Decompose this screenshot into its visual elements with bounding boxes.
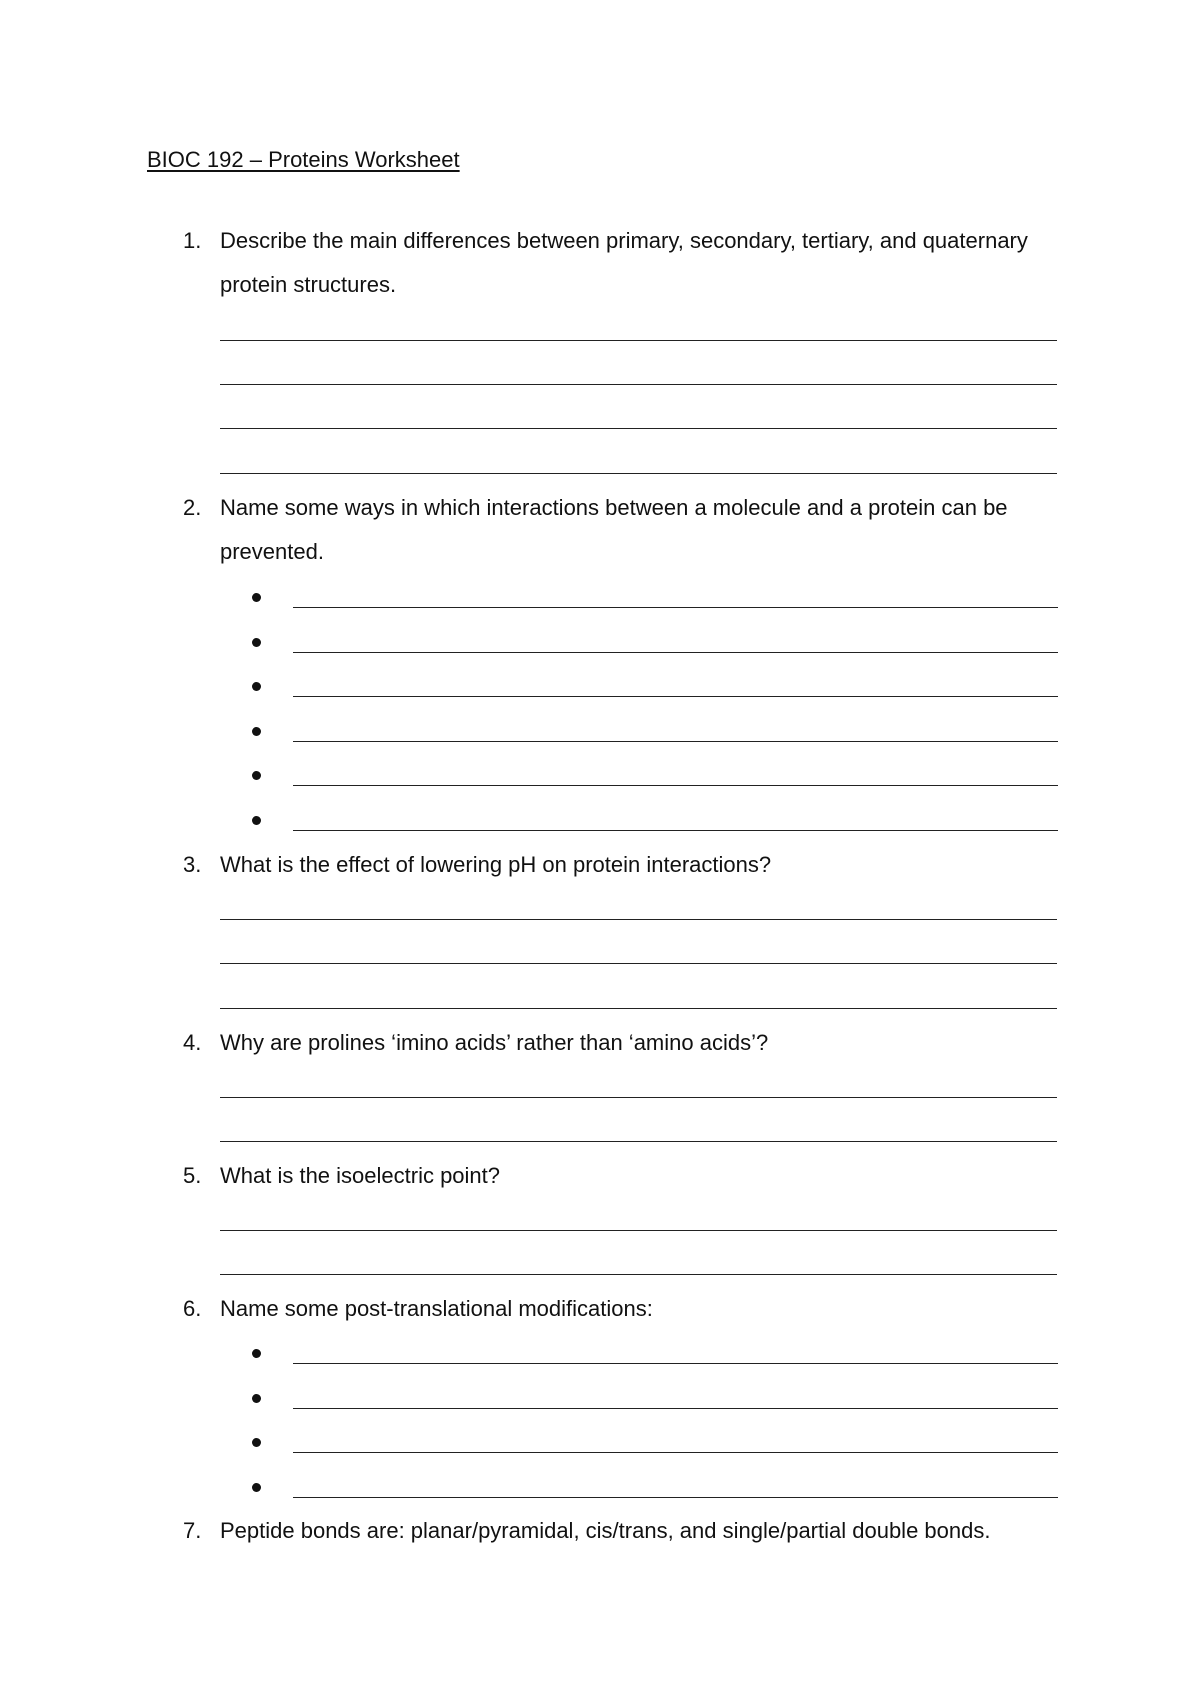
question-1-answer-line[interactable]	[220, 473, 1057, 474]
question-2-bullet-item	[252, 583, 1058, 609]
question-3-answer-line[interactable]	[220, 919, 1057, 920]
question-6-bullet-item	[252, 1339, 1058, 1365]
question-4-answer-line[interactable]	[220, 1141, 1057, 1142]
question-2-answer-line[interactable]	[293, 652, 1058, 653]
question-6-answer-line[interactable]	[293, 1408, 1058, 1409]
bullet-icon	[252, 816, 261, 825]
question-2-answer-line[interactable]	[293, 785, 1058, 786]
question-2-bullet-item	[252, 628, 1058, 654]
question-5-text: What is the isoelectric point?	[220, 1163, 501, 1188]
question-5-answer-line[interactable]	[220, 1230, 1057, 1231]
question-2-bullet-item	[252, 717, 1058, 743]
question-2-bullet-item	[252, 761, 1058, 787]
question-1-answer-line[interactable]	[220, 340, 1057, 341]
question-2-answer-line[interactable]	[293, 696, 1058, 697]
question-6-answer-line[interactable]	[293, 1497, 1058, 1498]
question-3-answer-line[interactable]	[220, 1008, 1057, 1009]
question-2-answer-line[interactable]	[293, 741, 1058, 742]
question-1-answer-line[interactable]	[220, 428, 1057, 429]
question-6-text: Name some post-translational modifications:	[220, 1296, 653, 1321]
question-3-number: 3.	[183, 852, 202, 877]
bullet-icon	[252, 1349, 261, 1358]
question-2-answer-line[interactable]	[293, 607, 1058, 608]
question-4-number: 4.	[183, 1030, 202, 1055]
question-2-bullet-item	[252, 806, 1058, 832]
question-4-text: Why are prolines ‘imino acids’ rather than ‘amino acids’?	[220, 1030, 769, 1055]
bullet-icon	[252, 1438, 261, 1447]
worksheet-title: BIOC 192 – Proteins Worksheet	[147, 147, 460, 172]
question-1-number: 1.	[183, 228, 202, 253]
question-5-number: 5.	[183, 1163, 202, 1188]
question-1-text: Describe the main differences between primary, secondary, tertiary, and quaternary protein structures.	[220, 228, 1028, 297]
question-6-bullet-item	[252, 1384, 1058, 1410]
bullet-icon	[252, 682, 261, 691]
question-7-number: 7.	[183, 1518, 202, 1543]
question-3-text: What is the effect of lowering pH on protein interactions?	[220, 852, 772, 877]
question-4-answer-line[interactable]	[220, 1097, 1057, 1098]
bullet-icon	[252, 771, 261, 780]
bullet-icon	[252, 1483, 261, 1492]
question-2-bullet-item	[252, 672, 1058, 698]
question-3-answer-line[interactable]	[220, 963, 1057, 964]
question-6-bullet-item	[252, 1428, 1058, 1454]
question-6-answer-line[interactable]	[293, 1363, 1058, 1364]
question-2-number: 2.	[183, 495, 202, 520]
bullet-icon	[252, 638, 261, 647]
bullet-icon	[252, 593, 261, 602]
question-7-text: Peptide bonds are: planar/pyramidal, cis/trans, and single/partial double bonds.	[220, 1518, 991, 1543]
question-6-answer-line[interactable]	[293, 1452, 1058, 1453]
question-6-number: 6.	[183, 1296, 202, 1321]
question-5-answer-line[interactable]	[220, 1274, 1057, 1275]
bullet-icon	[252, 1394, 261, 1403]
question-2-answer-line[interactable]	[293, 830, 1058, 831]
bullet-icon	[252, 727, 261, 736]
question-1-answer-line[interactable]	[220, 384, 1057, 385]
question-2-text: Name some ways in which interactions between a molecule and a protein can be prevented.	[220, 495, 1008, 564]
question-6-bullet-item	[252, 1473, 1058, 1499]
